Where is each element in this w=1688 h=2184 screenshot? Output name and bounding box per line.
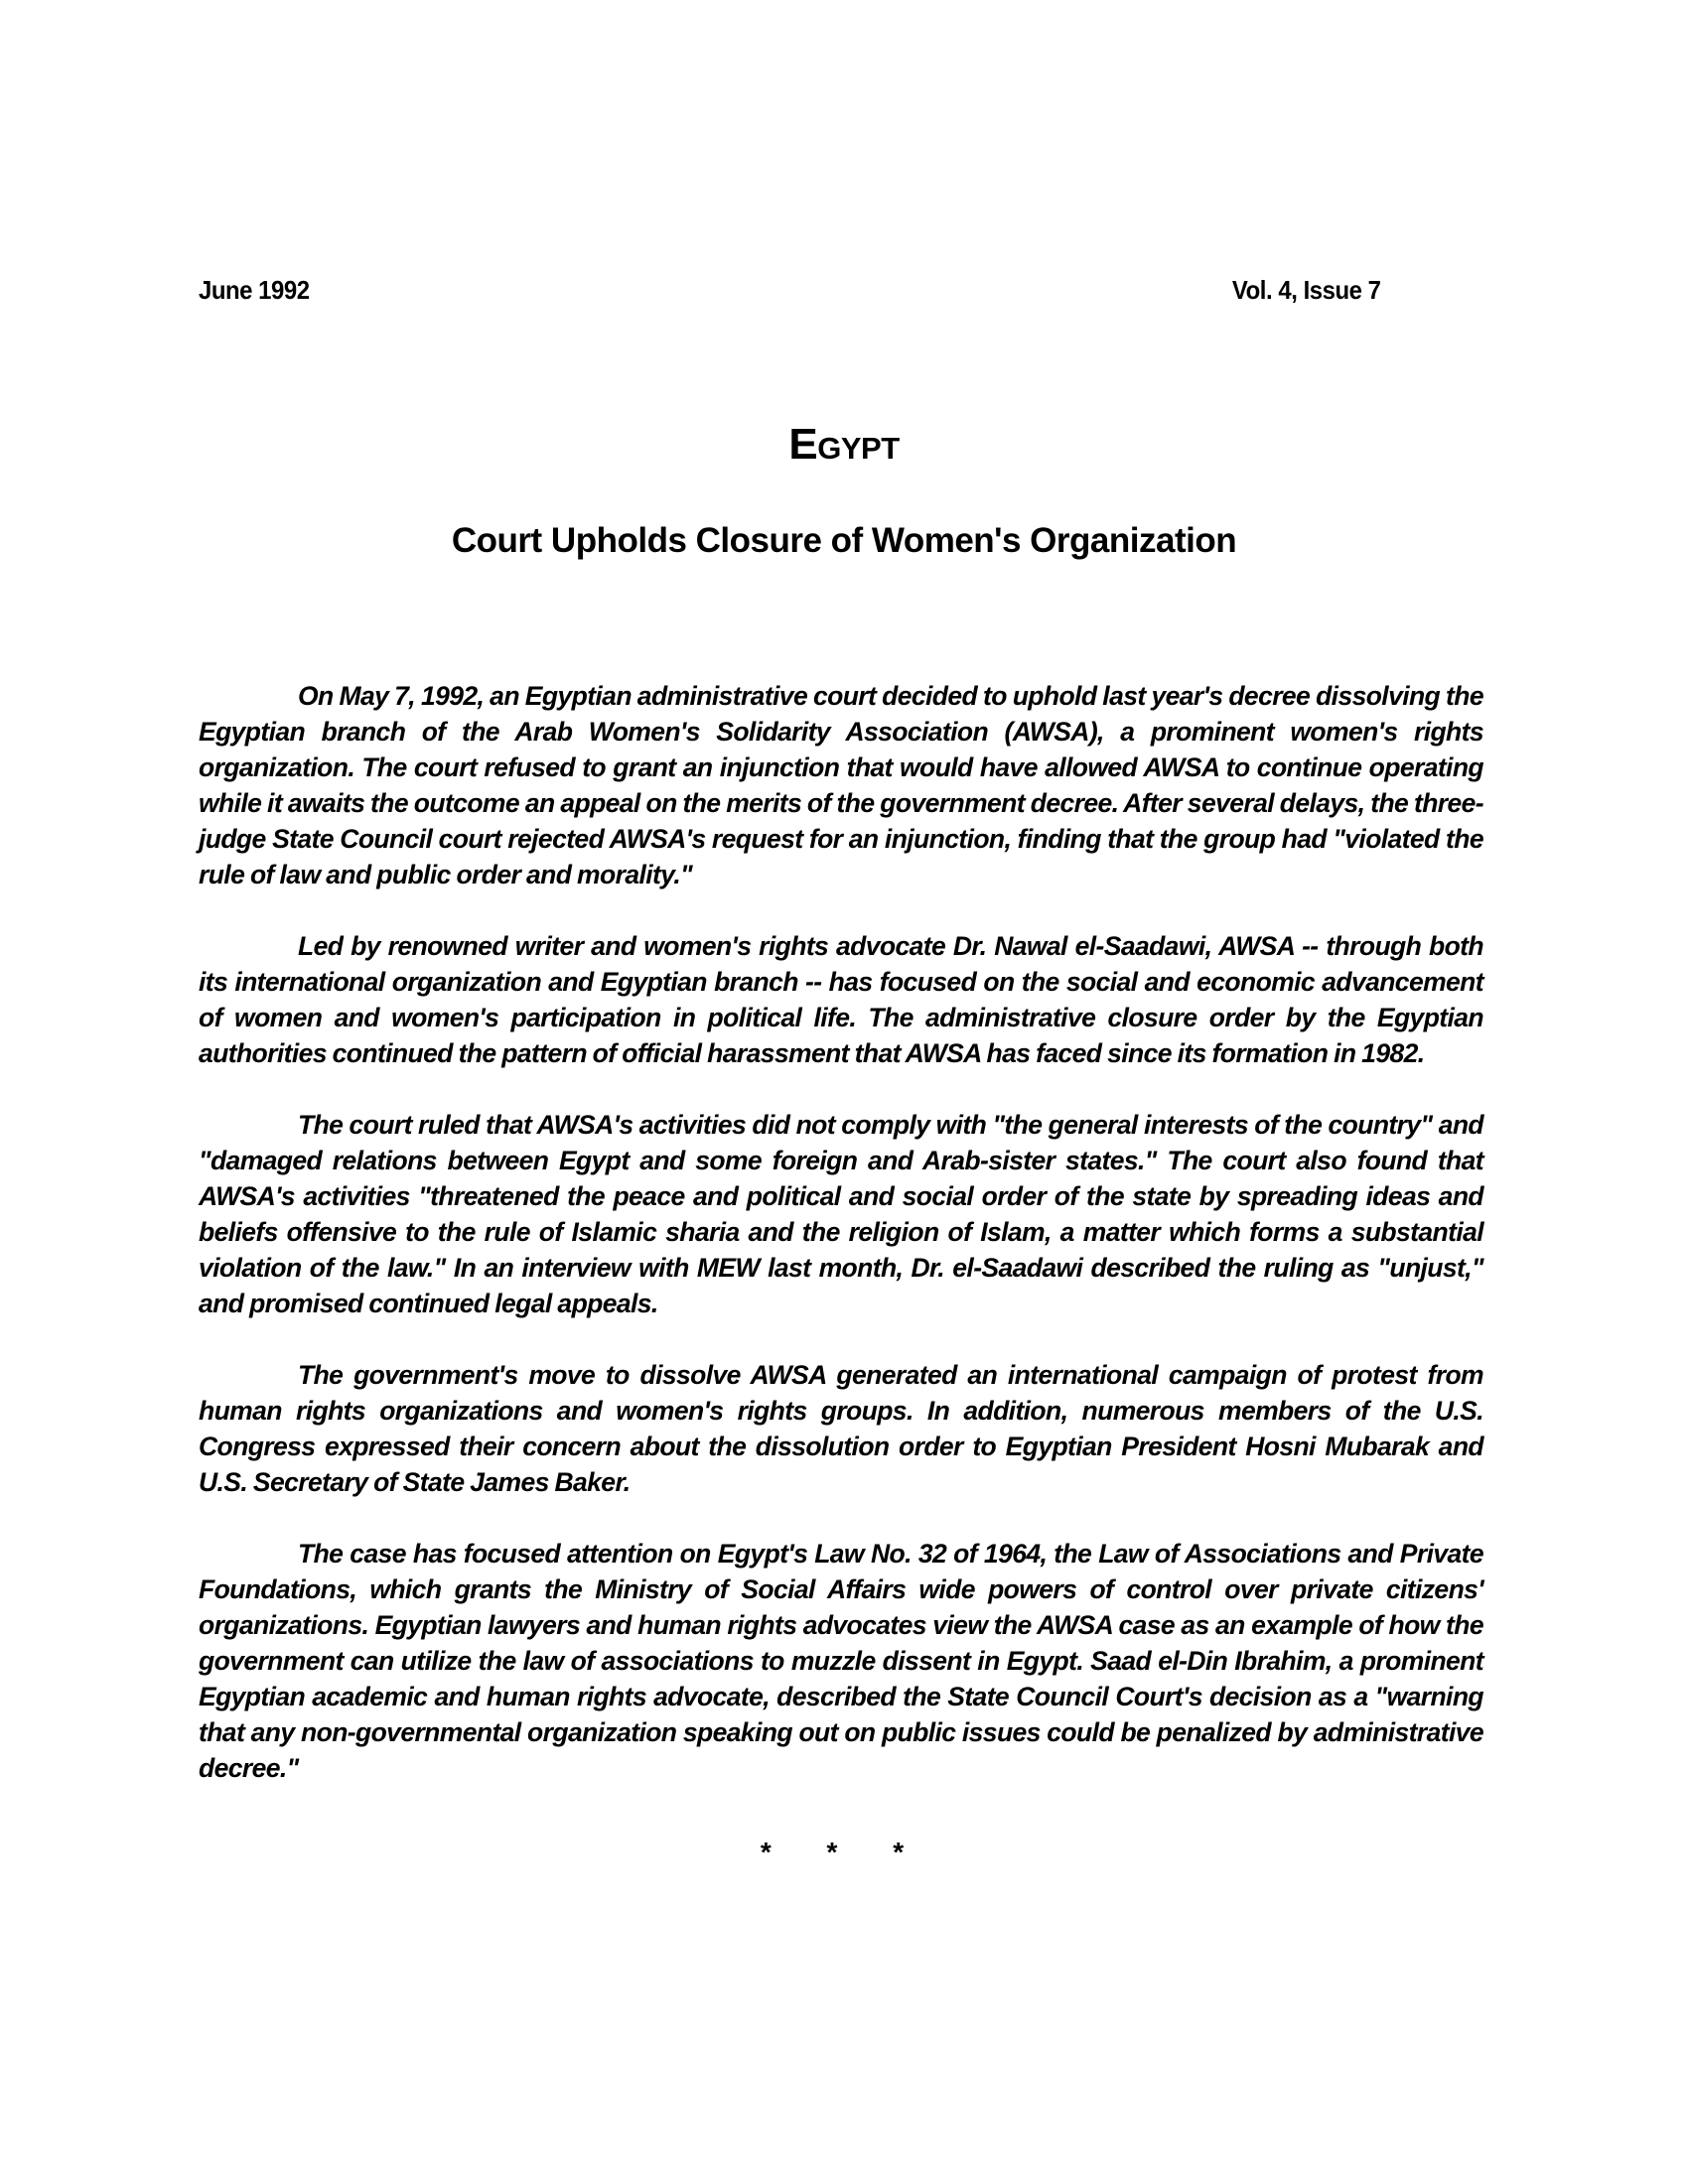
body-paragraph: The court ruled that AWSA's activities did not comply with "the general interests of the country" and "damaged relations between Egypt and some foreign and Arab-sister states." The court also found that AWSA's activities "threatened the peace and political and social order of the state by spreading ideas and beliefs offensive to the rule of Islamic sharia and the religion of Islam, a matter which forms a substantial violation of the law." In an interview with MEW last month, Dr. el-Saadawi described the ruling as "unjust," and promised continued legal appeals. (199, 1110, 1483, 1318)
section-title: Egypt (788, 420, 900, 469)
body-paragraph: Led by renowned writer and women's rights advocate Dr. Nawal el-Saadawi, AWSA -- through both its international organization and Egyptian branch -- has focused on the social and economic advancement of women and women's participation in political life. The administrative closure order by the Egyptian authorities continued the pattern of official harassment that AWSA has faced since its formation in 1982. (199, 931, 1483, 1068)
page-header (199, 270, 1380, 310)
issue-date: June 1992 (199, 274, 310, 305)
section-separator: * * * (760, 1837, 928, 1867)
body-paragraph: The government's move to dissolve AWSA generated an international campaign of protest from human rights organizations and women's rights groups. In addition, numerous members of the U.S. Congress expressed their concern about the dissolution order to Egyptian President Hosni Mubarak and U.S. Secretary of State James Baker. (199, 1360, 1483, 1497)
body-paragraph: The case has focused attention on Egypt's Law No. 32 of 1964, the Law of Associations and Private Foundations, which grants the Ministry of Social Affairs wide powers of control over private citizens' organizations. Egyptian lawyers and human rights advocates view the AWSA case as an example of how the government can utilize the law of associations to muzzle dissent in Egypt. Saad el-Din Ibrahim, a prominent Egyptian academic and human rights advocate, described the State Council Court's decision as a "warning that any non-governmental organization speaking out on public issues could be penalized by administrative decree." (199, 1539, 1483, 1783)
volume-issue: Vol. 4, Issue 7 (1231, 274, 1381, 305)
article-title: Court Upholds Closure of Women's Organization (451, 521, 1237, 560)
article-body (199, 678, 1483, 1822)
body-paragraph: On May 7, 1992, an Egyptian administrative court decided to uphold last year's decree dissolving the Egyptian branch of the Arab Women's Solidarity Association (AWSA), a prominent women's rights organization. The court refused to grant an injunction that would have allowed AWSA to continue operating while it awaits the outcome an appeal on the merits of the government decree. After several delays, the three-judge State Council court rejected AWSA's request for an injunction, finding that the group had "violated the rule of law and public order and morality." (199, 681, 1483, 889)
